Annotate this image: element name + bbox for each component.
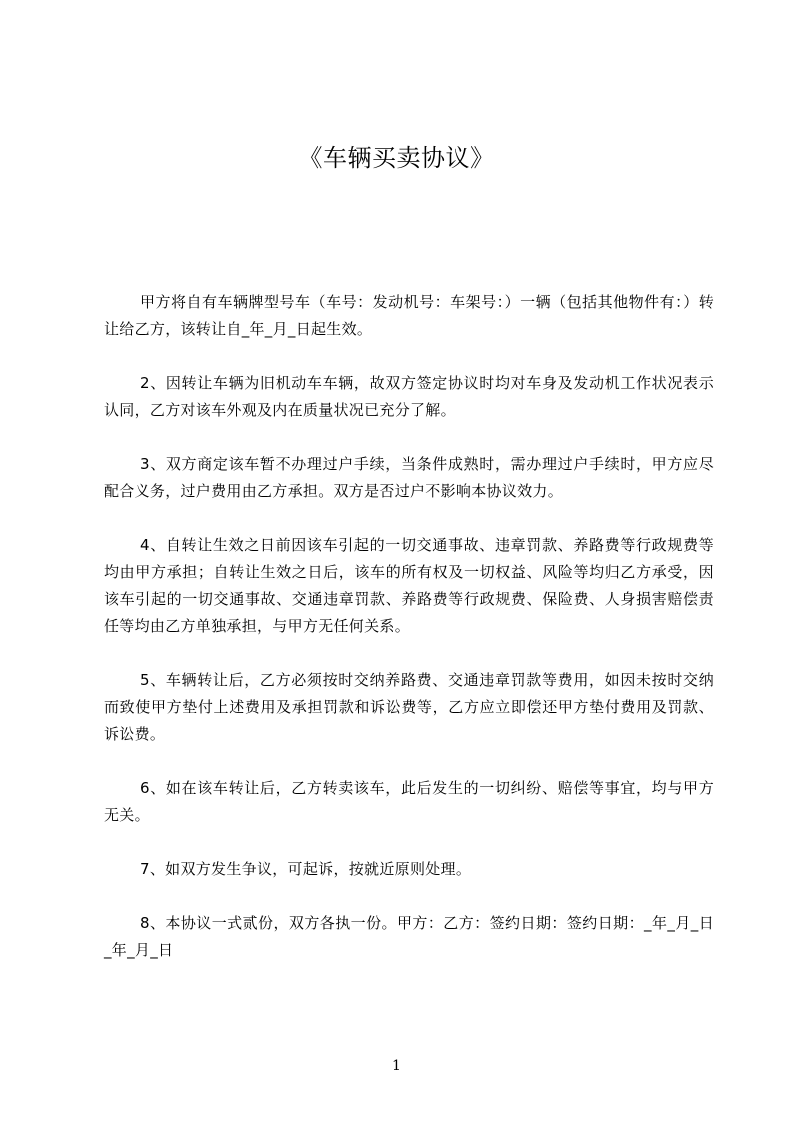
paragraph-intro: 甲方将自有车辆牌型号车（车号：发动机号：车架号：）一辆（包括其他物件有：）转让给乙方，该转让自_年_月_日起生效。 — [104, 293, 714, 338]
paragraph-clause-2: 2、因转让车辆为旧机动车车辆，故双方签定协议时均对车身及发动机工作状况表示认同，乙方对该车外观及内在质量状况已充分了解。 — [104, 374, 714, 419]
paragraph-clause-4: 4、自转让生效之日前因该车引起的一切交通事故、违章罚款、养路费等行政规费等均由甲方承担；自转让生效之日后，该车的所有权及一切权益、风险等均归乙方承受，因该车引起的一切交通事故、交通违章罚款、养路费等行政规费、保险费、人身损害赔偿责任等均由乙方单独承担，与甲方无任何关系。 — [104, 536, 714, 635]
paragraph-clause-6: 6、如在该车转让后，乙方转卖该车，此后发生的一切纠纷、赔偿等事宜，均与甲方无关。 — [104, 779, 714, 824]
paragraph-clause-3: 3、双方商定该车暂不办理过户手续，当条件成熟时，需办理过户手续时，甲方应尽配合义务，过户费用由乙方承担。双方是否过户不影响本协议效力。 — [104, 455, 714, 500]
paragraph-clause-7: 7、如双方发生争议，可起诉，按就近原则处理。 — [140, 860, 472, 878]
document-body — [104, 289, 714, 964]
document-title: 《车辆买卖协议》 — [298, 144, 495, 172]
paragraph-clause-8: 8、本协议一式贰份，双方各执一份。甲方：乙方：签约日期：签约日期：_年_月_日_年_月_日 — [104, 914, 714, 959]
paragraph-clause-5: 5、车辆转让后，乙方必须按时交纳养路费、交通违章罚款等费用，如因未按时交纳而致使甲方垫付上述费用及承担罚款和诉讼费等，乙方应立即偿还甲方垫付费用及罚款、诉讼费。 — [104, 671, 714, 743]
page-number: 1 — [392, 1058, 401, 1074]
